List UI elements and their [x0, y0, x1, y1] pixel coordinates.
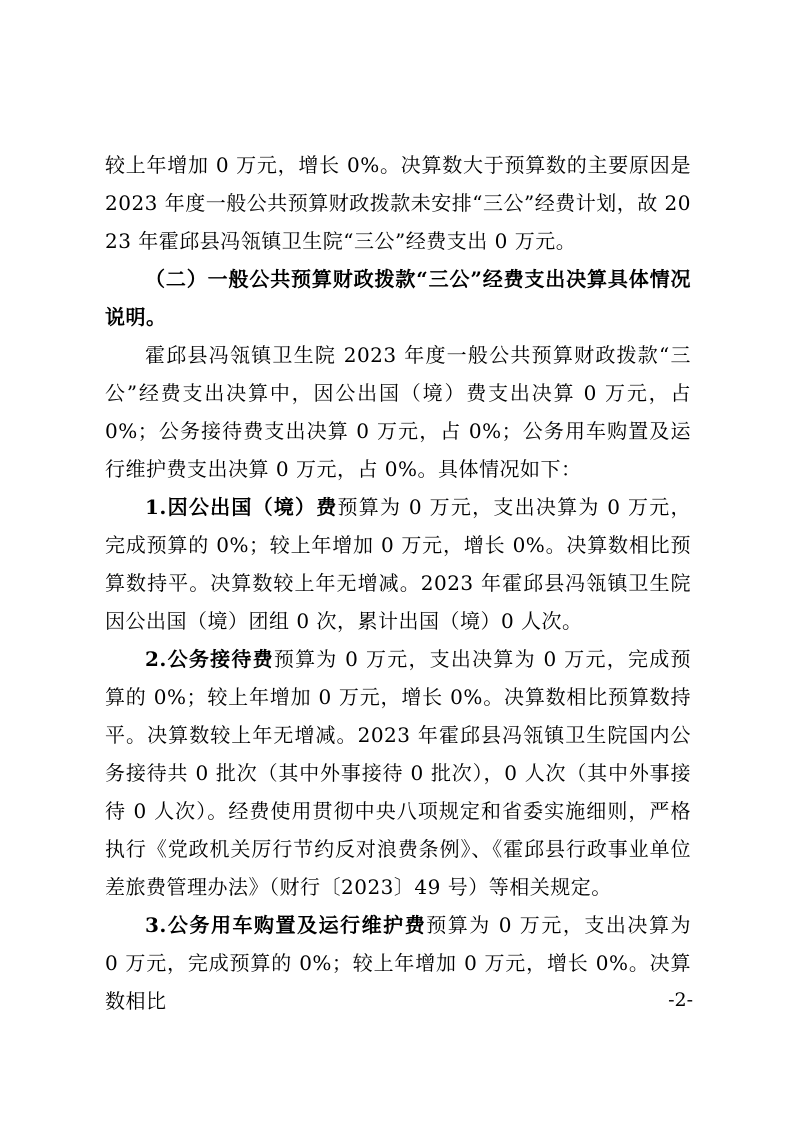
paragraph-text: 较上年增加 0 万元，增长 0%。决算数大于预算数的主要原因是 2023 年度一般公共预算财政拨款未安排“三公”经费计划，故 2023 年霍邱县冯瓴镇卫生院“三公”经费支出 0 万元。 [105, 153, 692, 253]
item-1-lead: 1.因公出国（境）费 [145, 495, 338, 519]
page-footer [668, 988, 693, 1012]
paragraph-text: 预算为 0 万元，支出决算为 0 万元，完成预算的 0%；较上年增加 0 万元，增长 0%。决算数相比预算数持平。决算数较上年无增减。2023 年霍邱县冯瓴镇卫生院国内公务接待共 0 批次（其中外事接待 0 批次），0 人次（其中外事接待 0 人次）。经费使用贯彻中央八项规定和省委实施细则，严格执行《党政机关厉行节约反对浪费条例》、《霍邱县行政事业单位差旅费管理办法》（财行〔2023〕49 号）等相关规定。 [105, 647, 691, 899]
paragraph-item-1 [105, 488, 691, 640]
paragraph-item-2 [105, 640, 691, 906]
document-body [105, 146, 712, 1020]
item-3-lead: 3.公务用车购置及运行维护费 [145, 913, 427, 937]
item-2-lead: 2.公务接待费 [145, 647, 274, 671]
paragraph-text: 霍邱县冯瓴镇卫生院 2023 年度一般公共预算财政拨款“三公”经费支出决算中，因公出国（境）费支出决算 0 万元，占 0%；公务接待费支出决算 0 万元，占 0%；公务用车购置及运行维护费支出决算 0 万元，占 0%。具体情况如下： [105, 343, 691, 481]
section-heading [105, 260, 691, 336]
paragraph-item-3 [105, 906, 712, 1020]
paragraph-continuation [105, 146, 691, 260]
paragraph-text: 预算为 0 万元，支出决算为 0 万元，完成预算的 0%；较上年增加 0 万元，增长 0%。决算数相比预算数持平。决算数较上年无增减。2023 年霍邱县冯瓴镇卫生院因公出国（境）团组 0 次，累计出国（境）0 人次。 [105, 495, 691, 633]
page-number: -2- [668, 989, 693, 1011]
section-heading-text: （二）一般公共预算财政拨款“三公”经费支出决算具体情况说明。 [105, 267, 691, 329]
paragraph-text: 预算为 0 万元，支出决算为 0 万元，完成预算的 0%；较上年增加 0 万元，增长 0%。决算数相比 [105, 913, 712, 1013]
paragraph-overview [105, 336, 691, 488]
